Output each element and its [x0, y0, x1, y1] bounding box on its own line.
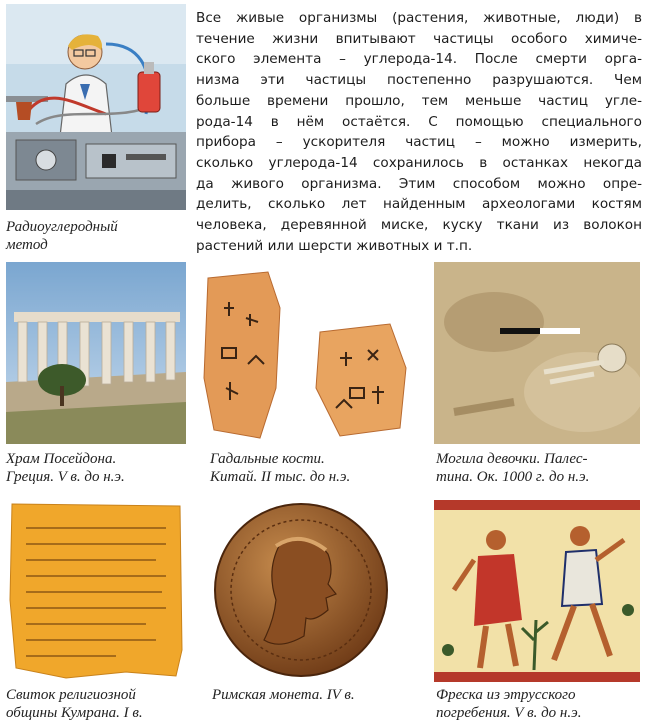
fresco-caption: Фреска из этрусского погребения. V в. до н.э. — [436, 687, 582, 721]
oracle-bones-photo — [200, 268, 410, 444]
grave-photo — [434, 262, 640, 444]
temple-caption: Храм Посейдона. Греция. V в. до н.э. — [6, 451, 125, 485]
temple-photo — [6, 262, 186, 444]
grave-caption: Могила девочки. Палес- тина. Ок. 1000 г. до н.э. — [436, 451, 590, 485]
scroll-caption: Свиток религиозной общины Кумрана. I в. — [6, 687, 143, 721]
radiocarbon-caption: Радиоуглеродный метод — [6, 219, 118, 253]
scroll-photo — [6, 500, 186, 680]
oracle-bones-caption: Гадальные кости. Китай. II тыс. до н.э. — [210, 451, 351, 485]
radiocarbon-illustration — [6, 4, 186, 210]
main-paragraph: Все живые организмы (растения, животные, люди) в течение жизни впитывают частицы особого химиче- ского элемента – углерода-14. После смерти орга- низма эти частицы постепенно разрушаются. Чем больше времени прошло, тем меньше частиц угле- рода-14 в нём остаётся. С помощью специального прибора – ускорителя частиц – можно измерить, сколько углерода-14 сохранилось в останках некогда да живого организма. Этим способом можно опре- делить, сколько лет найденным археологами костям человека, деревянной миске, куску ткани из волокон растений или шерсти животных и т.п. — [196, 10, 642, 254]
coin-photo — [210, 500, 392, 680]
coin-caption: Римская монета. IV в. — [212, 687, 355, 703]
fresco-photo — [434, 500, 640, 682]
